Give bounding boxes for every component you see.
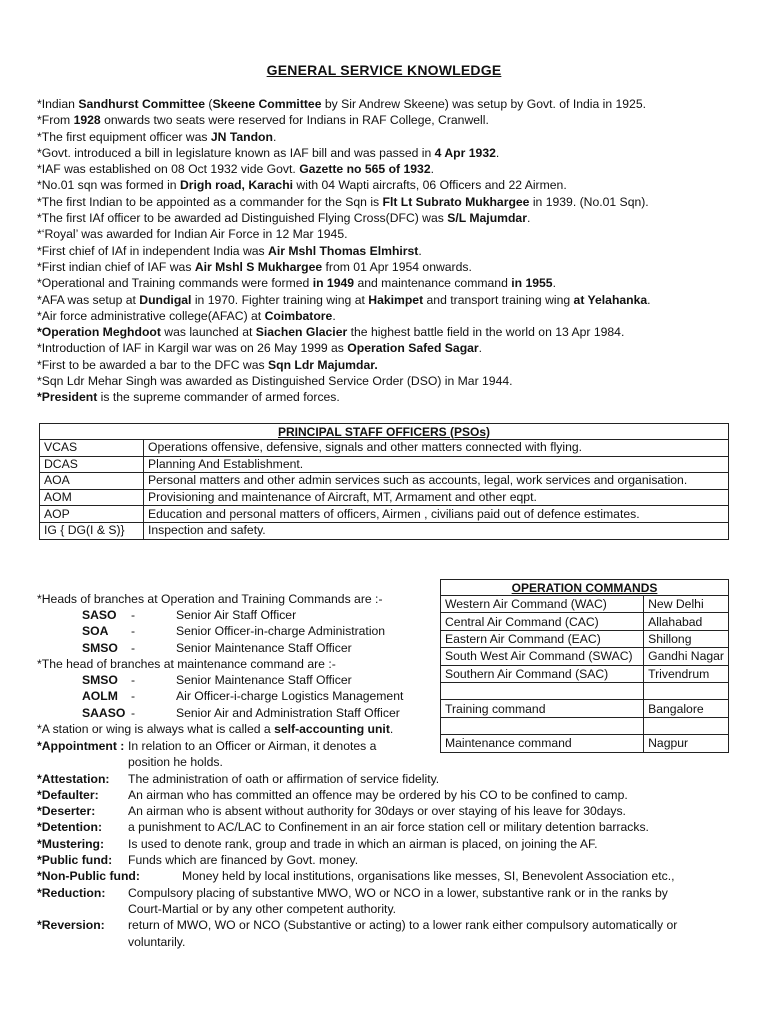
pso-table [39, 423, 729, 540]
command-name: Training command [441, 700, 644, 717]
definition-text: a punishment to AC/LAC to Confinement in an air force station cell or military detention barracks. [128, 820, 649, 835]
fact-text: *AFA was setup at [37, 292, 140, 307]
fact-text: *First to be awarded a bar to the DFC was [37, 357, 268, 372]
fact-text: S/L Majumdar [447, 211, 527, 226]
definition-term: *Reversion: [37, 918, 105, 933]
definition-item [37, 787, 747, 803]
definition-term: *Appointment : [37, 739, 125, 753]
command-location: New Delhi [644, 596, 729, 613]
table-row [441, 648, 729, 665]
table-row [40, 506, 729, 523]
fact-line [37, 373, 737, 389]
table-row [441, 665, 729, 682]
branch-abbr: SMSO [82, 640, 118, 655]
pso-duty: Education and personal matters of officers, Airmen , civilians paid out of defence estimates. [144, 506, 729, 523]
definition-text: Is used to denote rank, group and trade in which an airman is placed, on joining the AF. [128, 836, 598, 851]
separator-dash: - [131, 673, 136, 687]
branch-abbr: SOA [82, 624, 109, 639]
pso-table-heading: PRINCIPAL STAFF OFFICERS (PSOs) [40, 424, 729, 440]
facts-list [37, 96, 737, 406]
definition-item [37, 738, 747, 771]
fact-text: Sqn Ldr Majumdar. [268, 357, 378, 372]
fact-text: from 01 Apr 1954 onwards. [322, 259, 472, 274]
operation-commands-heading: OPERATION COMMANDS [441, 580, 729, 596]
table-row [40, 489, 729, 506]
definition-text: An airman who is absent without authority for 30days or over staying of his leave for 30days. [128, 804, 626, 819]
branch-abbr: SASO [82, 608, 117, 622]
pso-code: IG { DG(I & S)} [40, 522, 144, 539]
table-row [441, 630, 729, 647]
definition-item [37, 836, 747, 852]
fact-text: onwards two seats were reserved for Indians in RAF College, Cranwell. [100, 113, 489, 128]
fact-line [37, 292, 737, 308]
fact-line [37, 243, 737, 259]
fact-text: *From [37, 113, 74, 128]
separator-dash: - [131, 640, 136, 655]
command-name [441, 717, 644, 734]
definition-text: Funds which are financed by Govt. money. [128, 853, 359, 868]
definition-item [37, 917, 747, 950]
pso-code: AOA [40, 473, 144, 490]
definitions-list [37, 738, 747, 950]
definition-term: *Detention: [37, 820, 102, 835]
command-location [644, 682, 729, 699]
pso-duty: Personal matters and other admin services such as accounts, legal, work services and organisation. [144, 473, 729, 490]
fact-text: by Sir Andrew Skeene) was setup by Govt. of India in 1925. [321, 97, 647, 111]
fact-text: Siachen Glacier [255, 325, 348, 340]
fact-text: Coimbatore [264, 308, 333, 323]
separator-dash: - [131, 624, 136, 639]
fact-text: Air Mshl S Mukhargee [194, 259, 323, 274]
self-accounting-note: *A station or wing is always what is called a self-accounting unit. [37, 722, 394, 736]
fact-text: . [430, 162, 434, 177]
table-row [441, 682, 729, 699]
fact-text: was launched at [160, 325, 256, 340]
fact-line [37, 357, 737, 373]
table-row [441, 613, 729, 630]
command-name: Maintenance command [441, 735, 644, 752]
fact-text: 4 Apr 1932 [434, 145, 496, 160]
pso-code: AOM [40, 489, 144, 506]
fact-text: ( [204, 97, 213, 111]
fact-text: in 1939. (No.01 Sqn). [529, 194, 649, 209]
command-name: South West Air Command (SWAC) [441, 648, 644, 665]
command-location: Nagpur [644, 735, 729, 752]
definition-text: voluntarily. [128, 934, 186, 949]
op-heads-intro: *Heads of branches at Operation and Training Commands are :- [37, 592, 383, 606]
fact-text: Dundigal [139, 292, 192, 307]
command-location [644, 717, 729, 734]
command-location: Bangalore [644, 700, 729, 717]
command-name [441, 682, 644, 699]
table-row [40, 440, 729, 457]
definition-text: Court-Martial or by any other competent authority. [128, 901, 397, 916]
fact-text: . [647, 292, 651, 307]
fact-text: in 1949 [312, 276, 355, 291]
fact-line [37, 259, 737, 275]
definition-term: *Non-Public fund: [37, 869, 140, 884]
fact-text: *Sqn Ldr Mehar Singh was awarded as Distinguished Service Order (DSO) in Mar 1944. [37, 374, 513, 389]
definition-text: Money held by local institutions, organisations like messes, SI, Benevolent Association etc., [182, 869, 675, 884]
table-row [40, 522, 729, 539]
fact-text: JN Tandon [210, 129, 273, 144]
fact-line [37, 145, 737, 161]
fact-line [37, 96, 737, 112]
fact-text: *First indian chief of IAF was [37, 259, 195, 274]
fact-line [37, 112, 737, 128]
definition-term: *Defaulter: [37, 787, 99, 802]
command-location: Shillong [644, 630, 729, 647]
fact-text: *First chief of IAf in independent India was [37, 243, 269, 258]
pso-duty: Provisioning and maintenance of Aircraft, MT, Armament and other eqpt. [144, 489, 729, 506]
definition-term: *Attestation: [37, 771, 110, 786]
definition-text: Compulsory placing of substantive MWO, WO or NCO in a lower, substantive rank or in the ranks by [128, 885, 668, 900]
fact-text: Hakimpet [368, 292, 424, 307]
command-name: Western Air Command (WAC) [441, 596, 644, 613]
table-row [441, 596, 729, 613]
definition-item [37, 771, 747, 787]
fact-text: in 1970. Fighter training wing at [191, 292, 369, 307]
branch-abbr: AOLM [82, 689, 118, 704]
command-name: Central Air Command (CAC) [441, 613, 644, 630]
operation-commands-table [440, 579, 729, 753]
fact-text: *The first equipment officer was [37, 129, 211, 144]
fact-line [37, 324, 737, 340]
pso-code: AOP [40, 506, 144, 523]
fact-text: *Operational and Training commands were formed [37, 276, 313, 291]
separator-dash: - [131, 608, 136, 622]
fact-text: Sandhurst Committee [78, 97, 205, 111]
separator-dash: - [131, 689, 136, 704]
table-row [441, 717, 729, 734]
fact-text: *No.01 sqn was formed in [37, 178, 180, 193]
fact-text: *IAF was established on 08 Oct 1932 vide Govt. [37, 162, 300, 177]
pso-duty: Operations offensive, defensive, signals and other matters connected with flying. [144, 440, 729, 457]
fact-text: *‘Royal’ was awarded for Indian Air Force in 12 Mar 1945. [37, 227, 348, 242]
fact-text: . [526, 211, 531, 226]
definition-term: *Mustering: [37, 836, 105, 851]
fact-text: in 1955 [511, 276, 553, 291]
branch-desc: Senior Officer-in-charge Administration [176, 624, 386, 639]
fact-text: and maintenance command [354, 276, 512, 291]
definition-text: The administration of oath or affirmation of service fidelity. [128, 771, 440, 786]
definition-item [37, 868, 747, 884]
branch-abbr: SAASO [82, 705, 126, 720]
definition-text: position he holds. [128, 755, 223, 770]
fact-text: Air Mshl Thomas Elmhirst [268, 243, 419, 258]
table-row [40, 456, 729, 473]
fact-text: . [418, 243, 422, 258]
fact-line [37, 389, 737, 405]
fact-line [37, 340, 737, 356]
fact-text: with 04 Wapti aircrafts, 06 Officers and 22 Airmen. [293, 178, 567, 193]
page-title: GENERAL SERVICE KNOWLEDGE [266, 62, 502, 78]
branch-desc: Senior Air Staff Officer [176, 608, 297, 622]
fact-text: . [272, 129, 277, 144]
pso-code: DCAS [40, 456, 144, 473]
fact-text: *The first Indian to be appointed as a commander for the Sqn is [37, 194, 383, 209]
fact-line [37, 226, 737, 242]
branch-desc: Senior Maintenance Staff Officer [176, 640, 352, 655]
branch-desc: Air Officer-i-charge Logistics Management [176, 689, 404, 704]
definition-text: return of MWO, WO or NCO (Substantive or acting) to a lower rank either compulsory automatically or [128, 918, 678, 933]
table-row [40, 473, 729, 490]
fact-text: *Operation Meghdoot [37, 325, 161, 340]
fact-text: *Air force administrative college(AFAC) at [37, 308, 265, 323]
definition-term: *Deserter: [37, 804, 96, 819]
mc-heads-intro: *The head of branches at maintenance command are :- [37, 657, 336, 671]
definition-term: *Reduction: [37, 885, 106, 900]
fact-line [37, 161, 737, 177]
command-location: Allahabad [644, 613, 729, 630]
fact-text: . [495, 145, 500, 160]
command-name: Southern Air Command (SAC) [441, 665, 644, 682]
definition-item [37, 885, 747, 918]
fact-text: and transport training wing [423, 292, 574, 307]
branch-desc: Senior Air and Administration Staff Officer [176, 705, 400, 720]
table-row [441, 700, 729, 717]
fact-text: *Introduction of IAF in Kargil war was on 26 May 1999 as [37, 341, 348, 356]
fact-text: Gazette no 565 of 1932 [299, 162, 431, 177]
fact-text: 1928 [73, 113, 101, 128]
fact-text: *President [37, 390, 98, 405]
fact-line [37, 194, 737, 210]
pso-duty: Inspection and safety. [144, 522, 729, 539]
branch-abbr: SMSO [82, 673, 118, 687]
fact-text: is the supreme commander of armed forces. [97, 390, 340, 405]
fact-text: *The first IAf officer to be awarded ad Distinguished Flying Cross(DFC) was [37, 211, 448, 226]
fact-text: at Yelahanka [573, 292, 648, 307]
fact-text: . [478, 341, 483, 356]
definition-term: *Public fund: [37, 853, 113, 868]
fact-text: . [552, 276, 556, 291]
fact-line [37, 275, 737, 291]
command-name: Eastern Air Command (EAC) [441, 630, 644, 647]
separator-dash: - [131, 705, 136, 720]
fact-line [37, 129, 737, 145]
fact-line [37, 308, 737, 324]
fact-text: Flt Lt Subrato Mukhargee [382, 194, 530, 209]
fact-text: *Govt. introduced a bill in legislature known as IAF bill and was passed in [37, 145, 435, 160]
branch-desc: Senior Maintenance Staff Officer [176, 673, 352, 687]
fact-text: Drigh road, Karachi [179, 178, 294, 193]
fact-line [37, 177, 737, 193]
fact-text: Operation Safed Sagar [347, 341, 479, 356]
definition-text: An airman who has committed an offence may be ordered by his CO to be confined to camp. [128, 787, 628, 802]
fact-line [37, 210, 737, 226]
fact-text: the highest battle field in the world on 13 Apr 1984. [347, 325, 625, 340]
definition-item [37, 819, 747, 835]
command-location: Gandhi Nagar [644, 648, 729, 665]
fact-text: *Indian [37, 97, 79, 111]
definition-item [37, 852, 747, 868]
fact-text: . [332, 308, 336, 323]
command-location: Trivendrum [644, 665, 729, 682]
definition-text: In relation to an Officer or Airman, it denotes a [128, 739, 377, 753]
definition-item [37, 803, 747, 819]
pso-duty: Planning And Establishment. [144, 456, 729, 473]
fact-text: Skeene Committee [212, 97, 322, 111]
pso-code: VCAS [40, 440, 144, 457]
